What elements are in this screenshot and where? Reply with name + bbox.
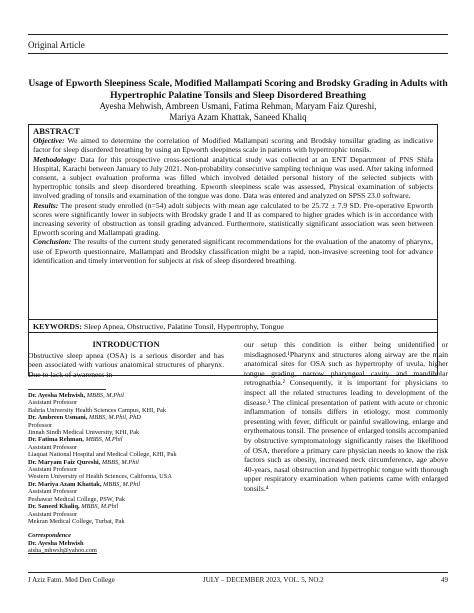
affiliation-title: Assistant Professor xyxy=(28,399,78,407)
affiliation-title: Assistant Professor xyxy=(28,488,78,496)
affiliation-divider xyxy=(28,389,106,390)
keywords-label: KEYWORDS: xyxy=(33,322,82,331)
affiliation-degree: MBBS, M.Phil xyxy=(85,392,124,399)
affiliation-degree: MBBS, M.Phil xyxy=(101,480,141,488)
objective-label: Objective: xyxy=(33,136,65,146)
abstract-heading: ABSTRACT xyxy=(33,126,80,136)
introduction-text-left: Obstructive sleep apnea (OSA) is a serious disorder and has been associated with various anatomical structures of pharynx. Due to lack of awareness in xyxy=(28,350,224,379)
footer-journal: J Aziz Fatm. Med Den College xyxy=(28,576,115,584)
objective-text: We aimed to determine the correlation of Modified Mallampati scoring and Brodsky tonsillar grading as indicative factor for sleep disordered breathing by using an Epworth sleepiness scale in patients with hypertrophic tonsils. xyxy=(33,136,433,155)
affiliation-author-name: Dr. Ayesha Mehwish, xyxy=(28,392,86,399)
left-column xyxy=(28,340,224,379)
abstract-conclusion xyxy=(33,237,433,265)
introduction-text-right: our setup this condition is either being unidentified or misdiagnosed.¹Pharynx and structures along airway are the main anatomical sites for OSA such as hypertrophy of uvula, higher tongue grading, narrow pharyngeal cavity and mandibular retrognathia.² Consequently, it is important for physicians to inspect all the related structures leading to development of the disease.³ The clinical presentation of patient with acute or chronic inflammation of tonsils differs in etiology, most commonly presenting with fever, difficult or painful swallowing, enlarge and erythematous tonsil. The presence of enlarged tonsils accompanied by obstructive symptomatology significantly raises the likelihood of OSA, therefore a primary care physician needs to know the risk factors such as obesity, increased neck circumference, age above 40-years, nasal obstruction and hypertrophic tongue with thorough upper respiratory examination when patients came with enlarged tonsils.⁴ xyxy=(244,340,448,493)
footer-issue: JULY – DECEMBER 2023, VOL. 5, NO.2 xyxy=(203,576,324,584)
affiliation-author-name: Dr. Maryam Faiz Qureshi, xyxy=(28,458,101,466)
affiliation-author-name: Dr. Fatima Rehman, xyxy=(28,436,84,444)
article-page xyxy=(28,0,448,613)
correspondence-label: Correspondence xyxy=(28,532,71,540)
affiliation-4 xyxy=(28,459,224,481)
methodology-label: Methodology: xyxy=(33,154,77,164)
abstract-objective xyxy=(33,136,433,154)
affiliation-1 xyxy=(28,392,224,414)
results-text: The present study enrolled (n=54) adult subjects with mean age calculated to be 25.72 ± 7.9 SD. Pre-operative Epworth scores were significantly lower in subjects with Brodsky grade I and II as compared to higher grades which is in accordance with increasing severity of obstruction as tonsil grading advanced. Furthermore, statistically significant association was seen between Epworth scoring and Mallampati grading. xyxy=(33,200,433,238)
affiliation-institution: Jinnah Sindh Medical University, KHI, Pak xyxy=(28,429,140,437)
affiliation-title: Assistant Professor xyxy=(28,443,78,451)
article-type: Original Article xyxy=(28,40,85,50)
introduction-heading: INTRODUCTION xyxy=(92,340,160,349)
abstract-box xyxy=(28,124,438,376)
keywords-text: Sleep Apnea, Obstructive, Palatine Tonsil, Hypertrophy, Tongue xyxy=(81,322,284,331)
affiliation-title: Assistant Professor xyxy=(28,510,78,518)
affiliation-5 xyxy=(28,481,224,503)
affiliation-title: Assistant Professor xyxy=(28,466,78,474)
correspondence-name: Dr. Ayesha Mehwish xyxy=(28,539,84,547)
conclusion-text: The results of the current study generated significant recommendations for the evaluation of the anatomy of pharynx, use of Epworth questionnaire, Mallampati and Brodsky classification might be a rapid, non-invasive screening tool for advance identification and timely intervention for subjects at risk of sleep disordered breathing. xyxy=(33,237,433,265)
affiliation-institution: Bahria University Health Sciences Campus, KHI, Pak xyxy=(28,406,167,414)
results-label: Results: xyxy=(33,200,59,210)
author-list xyxy=(28,101,448,123)
header-rule xyxy=(28,53,448,54)
footer-page-number: 49 xyxy=(441,576,448,584)
affiliation-title: Professor xyxy=(28,421,53,429)
affiliation-author-name: Dr. Ambreen Usmani, xyxy=(28,414,88,422)
affiliation-author-name: Dr. Mariya Azam Khattak, xyxy=(28,480,102,488)
correspondence-block xyxy=(28,532,224,554)
affiliation-institution: Liaquat National Hospital and Medical College, KHI, Pak xyxy=(28,451,177,459)
authors-line-2: Mariya Azam Khattak, Saneed Khaliq xyxy=(169,112,307,122)
affiliation-2 xyxy=(28,414,224,436)
abstract-results xyxy=(33,201,433,238)
affiliation-degree: MBBS, M.Phil, PhD xyxy=(87,414,141,422)
affiliation-degree: MBBS, M.Phil xyxy=(83,436,123,444)
top-rule xyxy=(28,34,448,35)
affiliation-institution: Western University of Health Sciences, California, USA xyxy=(28,473,172,481)
author-affiliations xyxy=(28,389,224,555)
methodology-text: Data for this prospective cross-sectional analytical study was collected at an ENT Department of PNS Shifa Hospital, Karachi between January to July 2021. Non-probability consecutive sampling technique was used. After taking informed consent, a subject evaluation proforma was filled which involved detailed personal history of the selected subjects with hypertrophic tonsils and sleep disordered breathing. Epworth sleepiness scale was assessed, Physical examination of subjects involved grading of tonsils and examination of the tongue was done. Data was entered and analyzed on SPSS 23.0 software. xyxy=(33,154,433,201)
affiliation-institution: Mekran Medical College, Turbat, Pak xyxy=(28,517,125,525)
affiliation-3 xyxy=(28,436,224,458)
conclusion-label: Conclusion: xyxy=(33,237,72,247)
correspondence-email-link[interactable]: aisha_mhwsh@yahoo.com xyxy=(28,547,97,555)
affiliation-institution: Peshawar Medical College, PSW, Pak xyxy=(28,495,126,503)
affiliation-6 xyxy=(28,503,224,525)
keywords-box xyxy=(28,319,438,333)
affiliation-degree: MBBS, M.Phil xyxy=(79,503,119,511)
authors-line-1: Ayesha Mehwish, Ambreen Usmani, Fatima Rehman, Maryam Faiz Qureshi, xyxy=(99,101,377,111)
abstract-methodology xyxy=(33,155,433,201)
footer-rule xyxy=(28,572,448,573)
article-title: Usage of Epworth Sleepiness Scale, Modified Mallampati Scoring and Brodsky Grading in Adults with Hypertrophic Palatine Tonsils and Sleep Disordered Breathing xyxy=(28,78,448,101)
affiliation-degree: MBBS, M.Phil xyxy=(100,458,139,466)
affiliation-author-name: Dr. Saneed Khaliq, xyxy=(28,503,80,511)
